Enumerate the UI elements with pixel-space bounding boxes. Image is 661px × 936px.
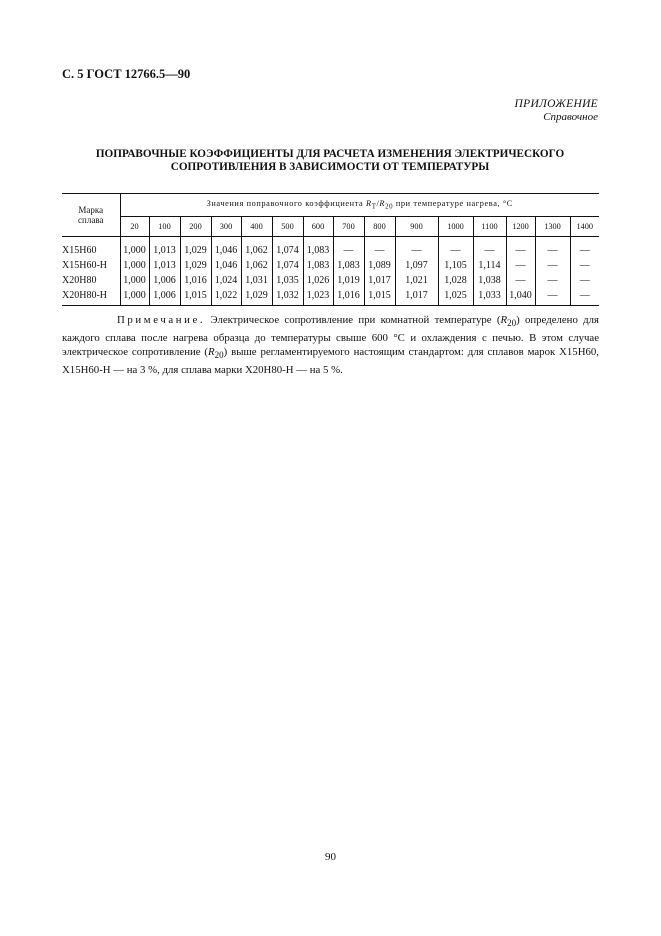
note-r-symbol-1: R (500, 314, 508, 326)
temperature-header-cell: 400 (241, 217, 272, 237)
coefficient-cell: 1,017 (364, 273, 395, 288)
table-row (62, 288, 599, 306)
temperature-header-cell: 200 (180, 217, 211, 237)
coefficient-cell: 1,029 (241, 288, 272, 306)
coefficient-cell: 1,015 (180, 288, 211, 306)
coefficient-cell: — (333, 243, 364, 258)
temperature-header-cell: 1000 (438, 217, 473, 237)
temperature-header-cell: 600 (303, 217, 333, 237)
coefficient-cell: 1,083 (333, 258, 364, 273)
coefficient-cell: 1,000 (120, 243, 149, 258)
coefficient-cell: 1,114 (473, 258, 506, 273)
coefficient-cell: — (535, 288, 570, 306)
ratio-rt-sub: T (371, 203, 377, 211)
ratio-r20: R (379, 199, 386, 209)
brand-header-line-2: сплава (78, 215, 104, 225)
note-part-1: Электрическое сопротивление при комнатной температуре ( (205, 314, 501, 326)
coefficient-cell: — (579, 245, 590, 256)
coefficient-cell: 1,029 (180, 258, 211, 273)
coefficient-cell: 1,028 (438, 273, 473, 288)
coefficient-cell: 1,032 (272, 288, 303, 306)
temperature-header-cell: 1400 (570, 217, 599, 237)
note-part-2: ) определено для каждого сплава после нагрева образца до температуры свыше 600 °С и охлаждения с печью. В этом случае электрическое сопротивление ( (62, 314, 599, 359)
coefficient-cell: — (395, 243, 438, 258)
coefficient-cell: 1,040 (506, 288, 535, 306)
coefficient-cell: 1,013 (149, 258, 180, 273)
coefficient-cell: 1,046 (211, 258, 241, 273)
coefficient-cell: 1,016 (333, 288, 364, 306)
note-r-sub-2: 20 (214, 350, 224, 361)
temperature-header-cell: 500 (272, 217, 303, 237)
coefficient-cell: 1,024 (211, 273, 241, 288)
note-part-3: ) выше регламентируемого настоящим стандартом: для сплавов марок Х15Н60, Х15Н60-Н — на 3 %, для сплава марки Х20Н80-Н — на 5 %. (62, 346, 599, 376)
coefficient-cell: — (473, 243, 506, 258)
coefficient-cell: — (364, 243, 395, 258)
coefficient-cell: 1,006 (149, 273, 180, 288)
coefficient-cell: 1,025 (438, 288, 473, 306)
coefficient-cell: 1,019 (333, 273, 364, 288)
coefficient-cell: 1,021 (395, 273, 438, 288)
coefficient-cell: — (570, 288, 599, 306)
table-row (62, 243, 599, 258)
coefficient-cell: 1,029 (180, 243, 211, 258)
table-title (62, 148, 598, 174)
brand-header (62, 194, 120, 237)
coefficient-cell: — (506, 273, 535, 288)
coefficient-cell: 1,000 (120, 273, 149, 288)
brand-cell: Х20Н80-Н (62, 288, 120, 306)
appendix-label-block (515, 98, 598, 124)
coefficient-cell: 1,000 (120, 258, 149, 273)
temperature-header-cell: 700 (333, 217, 364, 237)
note-r-symbol-2: R (208, 346, 215, 359)
coefficient-cell: 1,000 (120, 288, 149, 306)
temperature-header-cell: 1200 (506, 217, 535, 237)
coefficient-cell: — (579, 260, 590, 271)
coefficient-cell: 1,046 (211, 243, 241, 258)
coefficient-cell: 1,062 (241, 243, 272, 258)
brand-header-line-1: Марка (78, 205, 104, 215)
coefficient-cell: — (506, 243, 535, 258)
coefficient-cell: 1,022 (211, 288, 241, 306)
note-r-sub-1: 20 (507, 318, 517, 329)
coefficient-cell: — (506, 258, 535, 273)
temperature-header-cell: 900 (395, 217, 438, 237)
coefficient-cell: 1,083 (303, 243, 333, 258)
coefficient-cell: — (535, 258, 570, 273)
note-label: Примечание. (117, 314, 206, 326)
coefficient-cell: — (535, 273, 570, 288)
table-row (62, 258, 599, 273)
brand-cell: Х20Н80 (62, 273, 120, 288)
appendix-label: ПРИЛОЖЕНИЕ (514, 98, 598, 110)
coefficient-cell: 1,038 (473, 273, 506, 288)
coefficient-cell: 1,013 (149, 243, 180, 258)
coefficient-span-header (120, 194, 599, 217)
table-title-line-2: СОПРОТИВЛЕНИЯ В ЗАВИСИМОСТИ ОТ ТЕМПЕРАТУРЫ (170, 161, 490, 173)
temperature-header-row (62, 217, 599, 237)
temperature-header-cell: 100 (149, 217, 180, 237)
coefficient-cell: — (438, 243, 473, 258)
coefficient-cell: 1,062 (241, 258, 272, 273)
note-paragraph (62, 313, 599, 377)
coefficient-table (62, 193, 599, 306)
ratio-rt: R (366, 199, 372, 209)
coefficient-cell: 1,033 (473, 288, 506, 306)
temperature-header-cell: 1100 (473, 217, 506, 237)
ratio-r20-sub: 20 (385, 203, 394, 211)
coefficient-cell: — (579, 275, 590, 286)
span-header-suffix: при температуре нагрева, °С (393, 199, 513, 209)
coefficient-cell: 1,026 (303, 273, 333, 288)
ratio-slash: / (376, 199, 380, 209)
coefficient-cell: 1,015 (364, 288, 395, 306)
coefficient-cell: 1,031 (241, 273, 272, 288)
table-title-line-1: ПОПРАВОЧНЫЕ КОЭФФИЦИЕНТЫ ДЛЯ РАСЧЕТА ИЗМЕНЕНИЯ ЭЛЕКТРИЧЕСКОГО (95, 148, 565, 160)
coefficient-cell: 1,074 (272, 258, 303, 273)
coefficient-cell: 1,016 (180, 273, 211, 288)
appendix-sublabel: Справочное (543, 111, 598, 123)
coefficient-cell: 1,083 (303, 258, 333, 273)
temperature-header-cell: 20 (120, 217, 149, 237)
coefficient-cell: 1,023 (303, 288, 333, 306)
document-header: С. 5 ГОСТ 12766.5—90 (62, 67, 191, 81)
coefficient-cell: 1,074 (272, 243, 303, 258)
coefficient-cell: 1,006 (149, 288, 180, 306)
brand-cell: Х15Н60-Н (62, 258, 120, 273)
coefficient-cell: 1,089 (364, 258, 395, 273)
coefficient-cell: — (535, 243, 570, 258)
coefficient-cell: 1,105 (438, 258, 473, 273)
page-number: 90 (325, 851, 336, 863)
table-row (62, 273, 599, 288)
coefficient-cell: 1,035 (272, 273, 303, 288)
temperature-header-cell: 800 (364, 217, 395, 237)
brand-cell: Х15Н60 (62, 243, 120, 258)
coefficient-cell: 1,097 (395, 258, 438, 273)
span-header-prefix: Значения поправочного коэффициента (206, 199, 367, 209)
temperature-header-cell: 1300 (535, 217, 570, 237)
coefficient-cell: 1,017 (395, 288, 438, 306)
temperature-header-cell: 300 (211, 217, 241, 237)
